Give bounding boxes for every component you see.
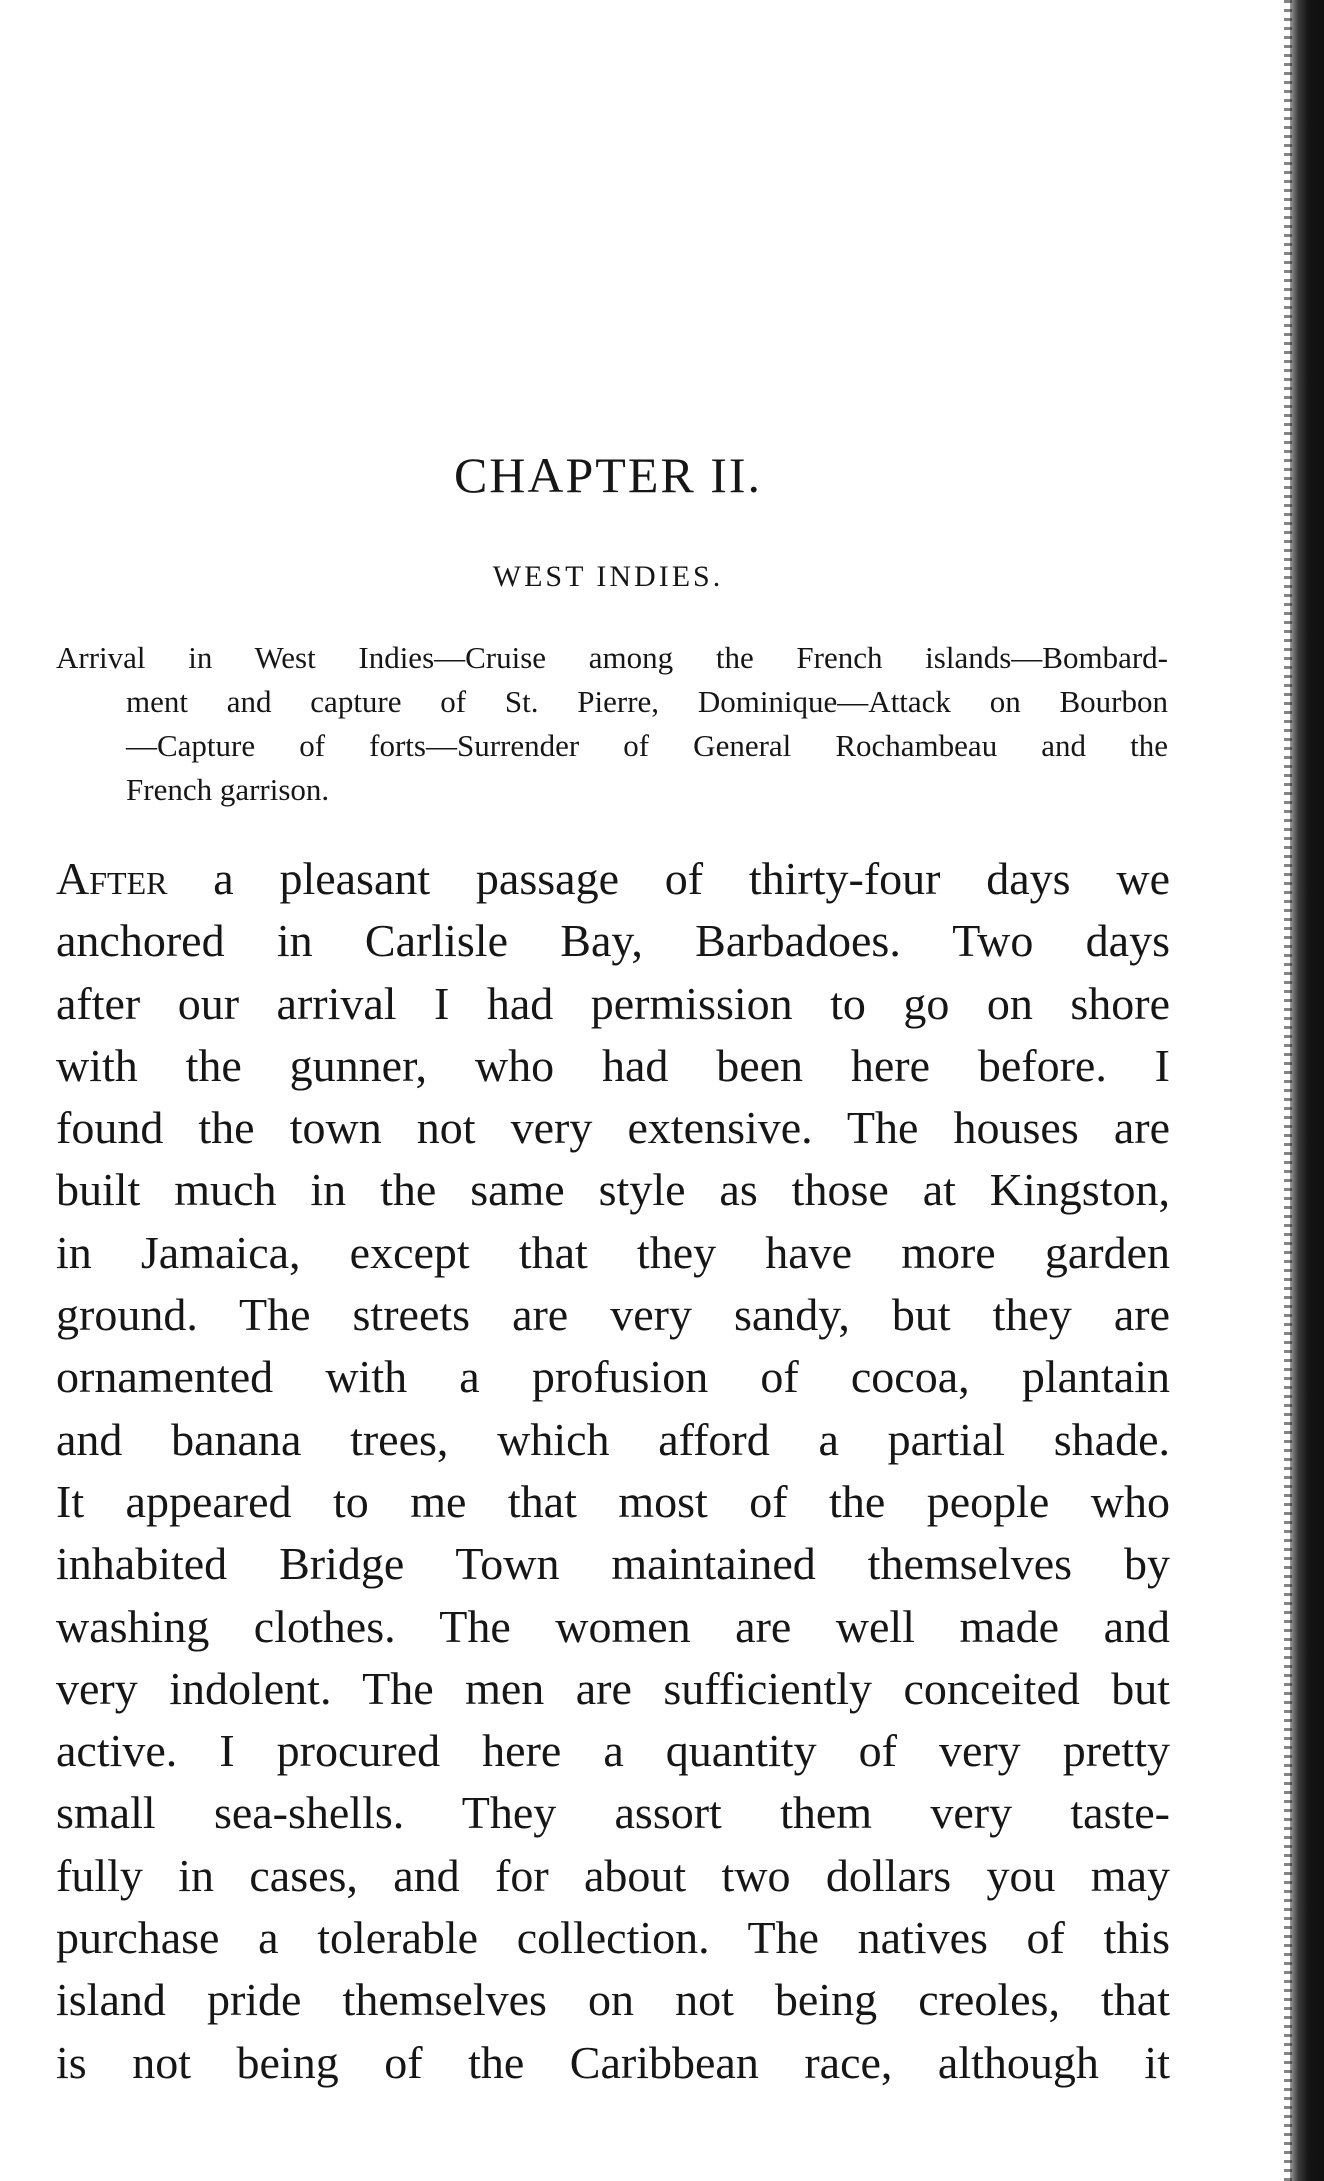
synopsis-line: French garrison.	[126, 772, 330, 807]
body-line: with the gunner, who had been here before. I	[56, 1039, 1170, 1091]
body-line: found the town not very extensive. The houses are	[56, 1102, 1170, 1154]
body-line: is not being of the Caribbean race, although it	[56, 2036, 1170, 2088]
synopsis-line: ment and capture of St. Pierre, Dominique—Attack on Bourbon	[126, 684, 1168, 719]
synopsis-line: Arrival in West Indies—Cruise among the French islands—Bombard-	[56, 640, 1168, 675]
body-line: inhabited Bridge Town maintained themselves by	[56, 1538, 1170, 1590]
first-line-text: a pleasant passage of thirty-four days we	[167, 853, 1170, 904]
body-line: very indolent. The men are sufficiently conceited but	[56, 1662, 1170, 1714]
chapter-title: CHAPTER II.	[453, 447, 763, 503]
body-line: washing clothes. The women are well made and	[56, 1600, 1170, 1652]
body-line-first	[56, 848, 1170, 910]
body-line: purchase a tolerable collection. The natives of this	[56, 1912, 1170, 1964]
body-line: built much in the same style as those at Kingston,	[56, 1164, 1170, 1216]
chapter-subtitle: WEST INDIES.	[492, 560, 724, 593]
body-line: anchored in Carlisle Bay, Barbadoes. Two days	[56, 915, 1170, 967]
body-line: It appeared to me that most of the people who	[56, 1475, 1170, 1527]
body-paragraph	[56, 848, 1170, 2094]
body-line: ground. The streets are very sandy, but they are	[56, 1289, 1170, 1341]
chapter-synopsis	[56, 636, 1168, 812]
opening-word: After	[56, 853, 168, 904]
body-line: active. I procured here a quantity of very pretty	[56, 1725, 1170, 1777]
body-line: island pride themselves on not being creoles, that	[56, 1974, 1170, 2026]
body-line: fully in cases, and for about two dollars you may	[56, 1849, 1170, 1901]
body-line: small sea-shells. They assort them very taste-	[56, 1787, 1170, 1839]
body-line: and banana trees, which afford a partial shade.	[56, 1413, 1170, 1465]
synopsis-line: —Capture of forts—Surrender of General Rochambeau and the	[126, 728, 1168, 763]
page-binding-edge	[1290, 0, 1324, 2181]
body-line: in Jamaica, except that they have more garden	[56, 1226, 1170, 1278]
body-line: ornamented with a profusion of cocoa, plantain	[56, 1351, 1170, 1403]
body-line: after our arrival I had permission to go on shore	[56, 977, 1170, 1029]
